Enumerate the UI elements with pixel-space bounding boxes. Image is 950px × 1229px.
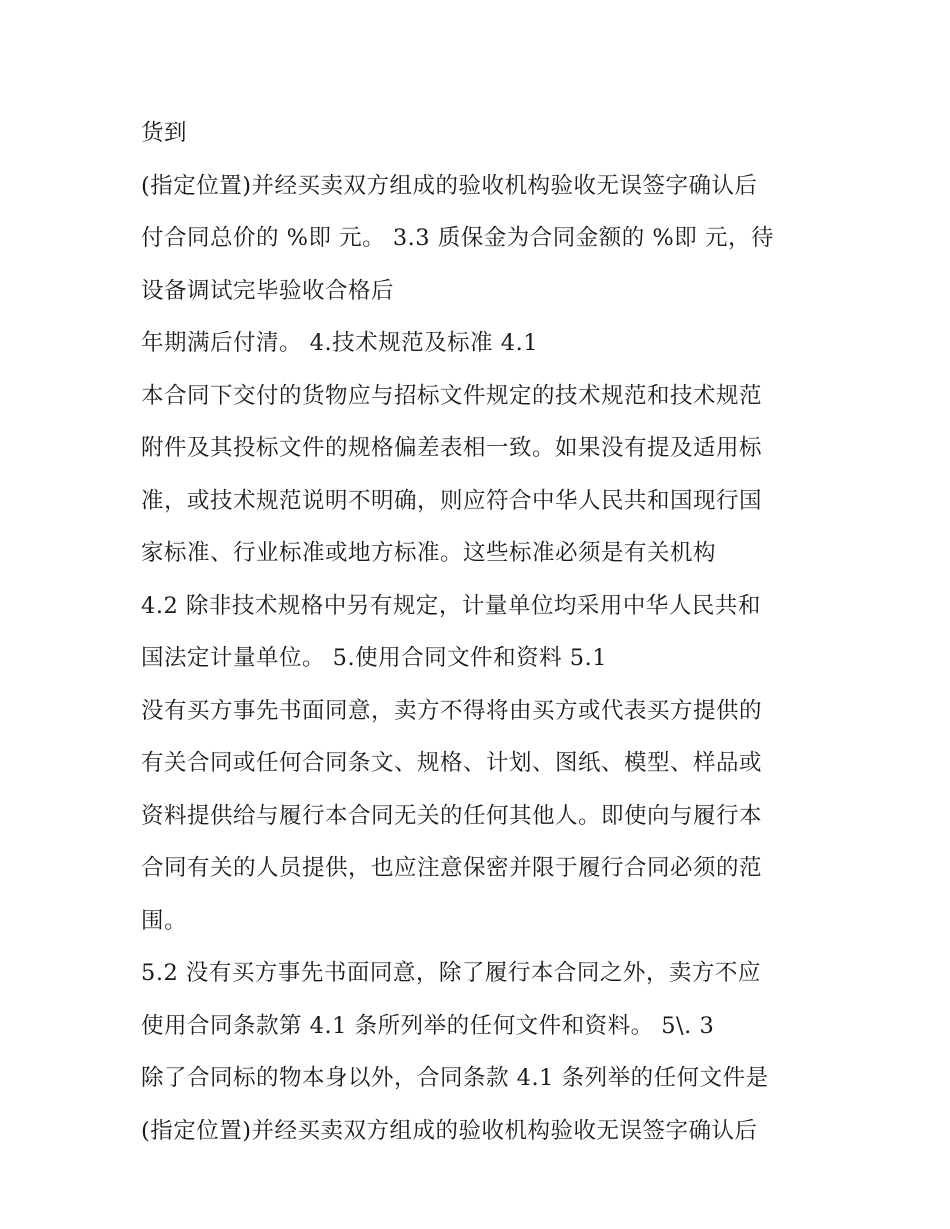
text-line: 没有买方事先书面同意，卖方不得将由买方或代表买方提供的 — [141, 697, 763, 724]
document-body — [141, 107, 841, 1157]
text-line: 5.2 没有买方事先书面同意，除了履行本合同之外，卖方不应 — [141, 960, 761, 986]
text-line: 附件及其投标文件的规格偏差表相一致。如果没有提及适用标 — [141, 435, 763, 461]
text-line: 年期满后付清。 4.技术规范及标准 4.1 — [141, 330, 539, 356]
text-line: 围。 — [141, 907, 188, 934]
text-line: 使用合同条款第 4.1 条所列举的任何文件和资料。 5\. 3 — [141, 1012, 715, 1039]
text-line: 有关合同或任何合同条文、规格、计划、图纸、模型、样品或 — [141, 750, 763, 776]
text-line: 准，或技术规范说明不明确，则应符合中华人民共和国现行国 — [141, 487, 763, 514]
text-line: 付合同总价的 %即 元。 3.3 质保金为合同金额的 %即 元，待 — [141, 225, 774, 251]
text-line: 合同有关的人员提供，也应注意保密并限于履行合同必须的范 — [141, 855, 763, 881]
text-line: 国法定计量单位。 5.使用合同文件和资料 5.1 — [141, 645, 608, 671]
text-line: 设备调试完毕验收合格后 — [141, 277, 395, 304]
text-line: (指定位置)并经买卖双方组成的验收机构验收无误签字确认后 — [141, 1117, 758, 1144]
text-line: 除了合同标的物本身以外，合同条款 4.1 条列举的任何文件是 — [141, 1065, 769, 1091]
text-line: 本合同下交付的货物应与招标文件规定的技术规范和技术规范 — [141, 382, 763, 409]
text-line: (指定位置)并经买卖双方组成的验收机构验收无误签字确认后 — [141, 172, 758, 199]
text-line: 货到 — [141, 120, 188, 146]
text-line: 4.2 除非技术规格中另有规定，计量单位均采用中华人民共和 — [141, 592, 761, 619]
text-line: 资料提供给与履行本合同无关的任何其他人。即使向与履行本 — [141, 802, 763, 829]
text-line: 家标准、行业标准或地方标准。这些标准必须是有关机构 — [141, 540, 717, 566]
